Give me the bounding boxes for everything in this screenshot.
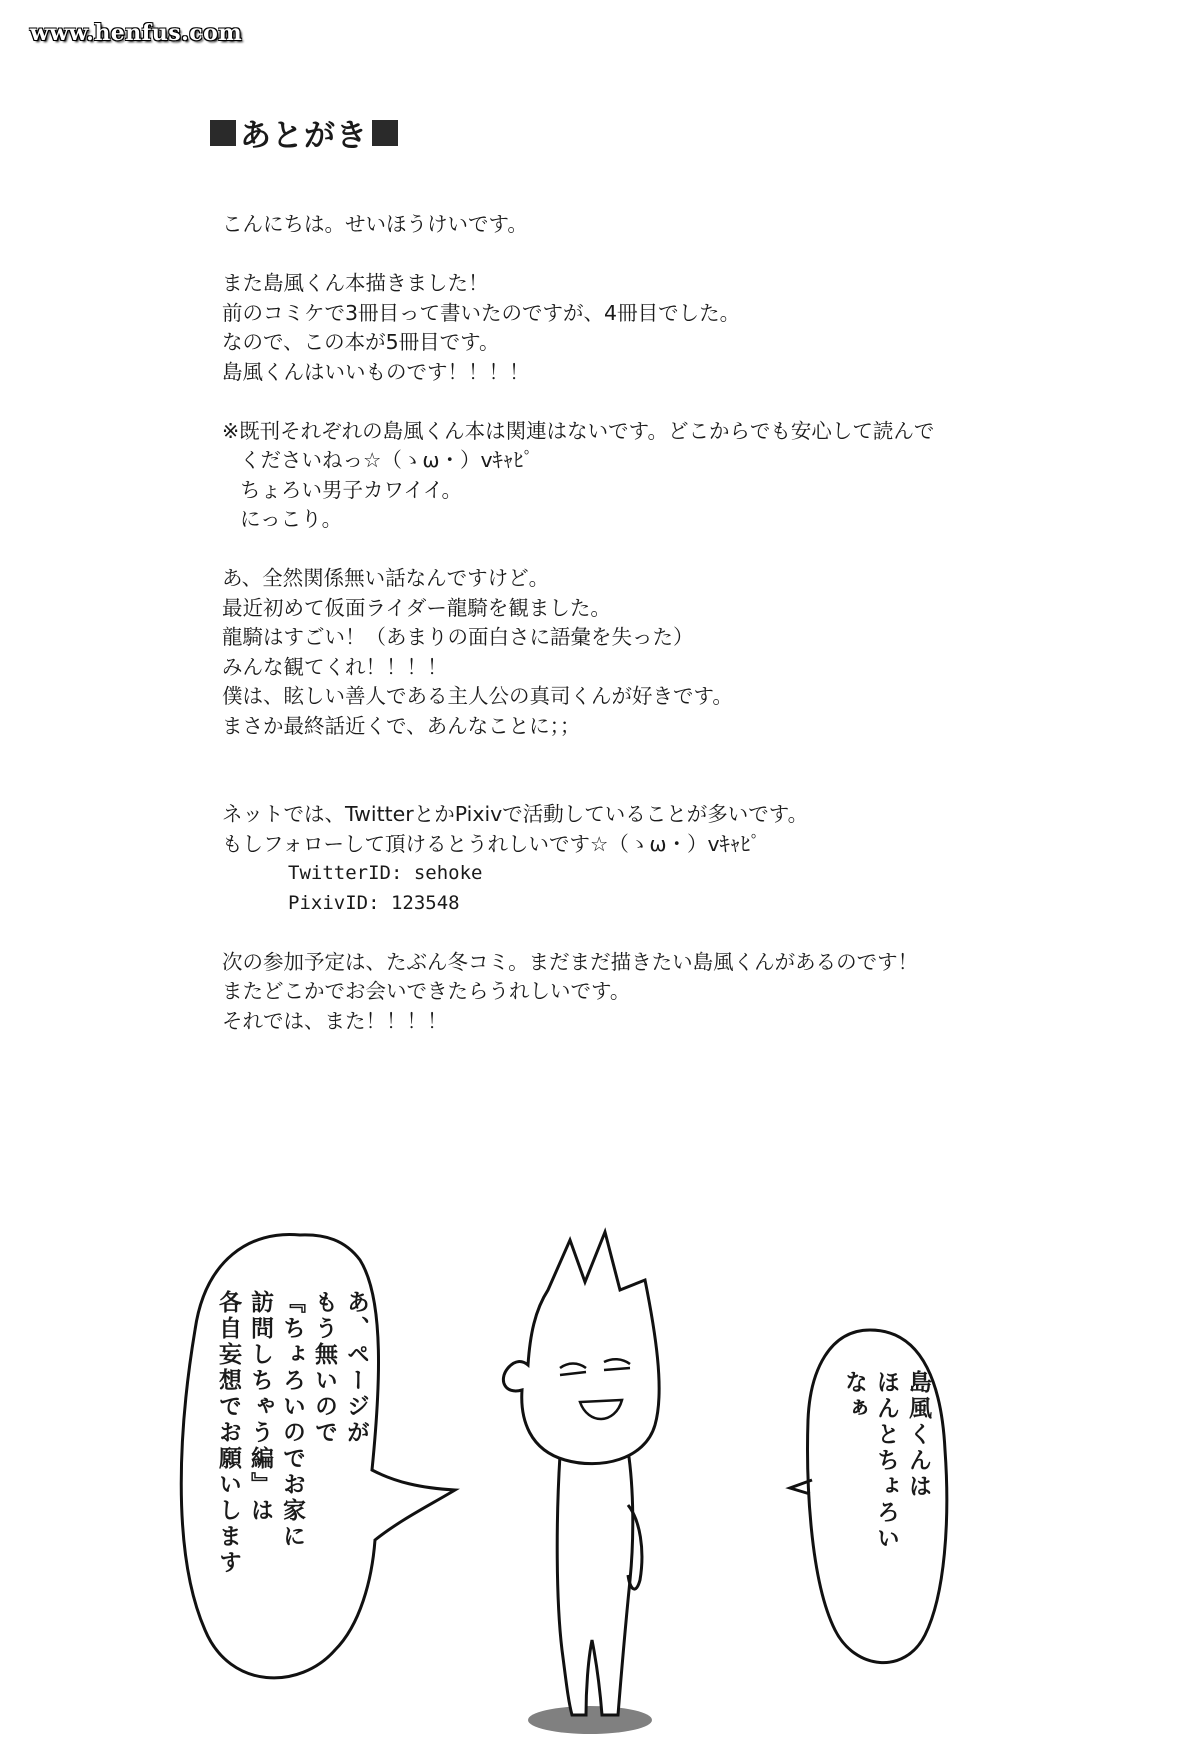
- text-line: また島風くん本描きました！: [222, 271, 489, 295]
- twitter-id: TwitterID: sehoke: [288, 862, 483, 884]
- heading-title: あとがき: [240, 118, 368, 154]
- text-line: それでは、また！！！！: [222, 1008, 448, 1033]
- character-head: [503, 1232, 659, 1464]
- heading-square-left: [210, 120, 236, 146]
- pixiv-id: PixivID: 123548: [288, 891, 460, 914]
- paragraph-new-book: [222, 269, 1022, 387]
- character-body: [557, 1450, 633, 1715]
- paragraph-greeting: [222, 210, 1022, 240]
- text-line: 島風くんはいいものです！！！！: [222, 359, 530, 384]
- text-line: にっこり。: [240, 507, 343, 531]
- bubble-left-col: 『ちょろいのでお家に: [279, 1290, 305, 1550]
- text-line: なので、この本が5冊目です。: [222, 330, 500, 354]
- bubble-left-col: 訪問しちゃう編』は: [247, 1290, 273, 1524]
- paragraph-sns: [222, 800, 1022, 918]
- text-line: 最近初めて仮面ライダー龍騎を観ました。: [222, 595, 611, 620]
- paragraph-note: [222, 417, 1022, 535]
- bubble-left-text: [212, 1290, 372, 1730]
- text-line: ちょろい男子カワイイ。: [240, 477, 463, 502]
- text-line: ※既刊それぞれの島風くん本は関連はないです。どこからでも安心して読んで: [222, 418, 935, 443]
- paragraph-ryuki: [222, 564, 1022, 741]
- text-line: もしフォローして頂けるとうれしいです☆（ゝω・）vｷｬﾋﾟ: [222, 831, 761, 856]
- text-line: 僕は、眩しい善人である主人公の真司くんが好きです。: [222, 684, 733, 708]
- paragraph-next-event: [222, 948, 1022, 1037]
- text-line: 龍騎はすごい！（あまりの面白さに語彙を失った）: [222, 625, 694, 649]
- bubble-right-text: [838, 1370, 934, 1650]
- afterword-body: [222, 210, 1022, 1066]
- character-shadow: [528, 1706, 652, 1734]
- heading-square-right: [372, 120, 398, 146]
- watermark: www.henfus.com: [30, 20, 243, 46]
- illustration: [0, 1220, 1200, 1740]
- text-line: こんにちは。せいほうけいです。: [222, 212, 528, 236]
- text-line: ネットでは、TwitterとかPixivで活動していることが多いです。: [222, 802, 809, 826]
- text-line: みんな観てくれ！！！！: [222, 654, 448, 679]
- text-line: 次の参加予定は、たぶん冬コミ。まだまだ描きたい島風くんがあるのです！: [222, 949, 919, 974]
- text-line: まさか最終話近くで、あんなことに；；: [222, 713, 581, 738]
- text-line: またどこかでお会いできたらうれしいです。: [222, 979, 631, 1003]
- bubble-right-col: ほんとちょろい: [873, 1370, 899, 1552]
- bubble-left-col: もう無いので: [311, 1290, 337, 1446]
- page-title: [210, 110, 398, 155]
- illustration-art: [0, 1220, 1200, 1740]
- bubble-left-col: あ、ページが: [343, 1290, 369, 1446]
- text-line: くださいねっ☆（ゝω・）vｷｬﾋﾟ: [240, 448, 534, 472]
- bubble-right-col: なぁ: [841, 1370, 867, 1422]
- bubble-right-col: 島風くんは: [905, 1370, 931, 1500]
- bubble-left-col: 各自妄想でお願いします: [215, 1290, 241, 1576]
- text-line: 前のコミケで3冊目って書いたのですが、4冊目でした。: [222, 300, 741, 325]
- text-line: あ、全然関係無い話なんですけど。: [222, 566, 550, 590]
